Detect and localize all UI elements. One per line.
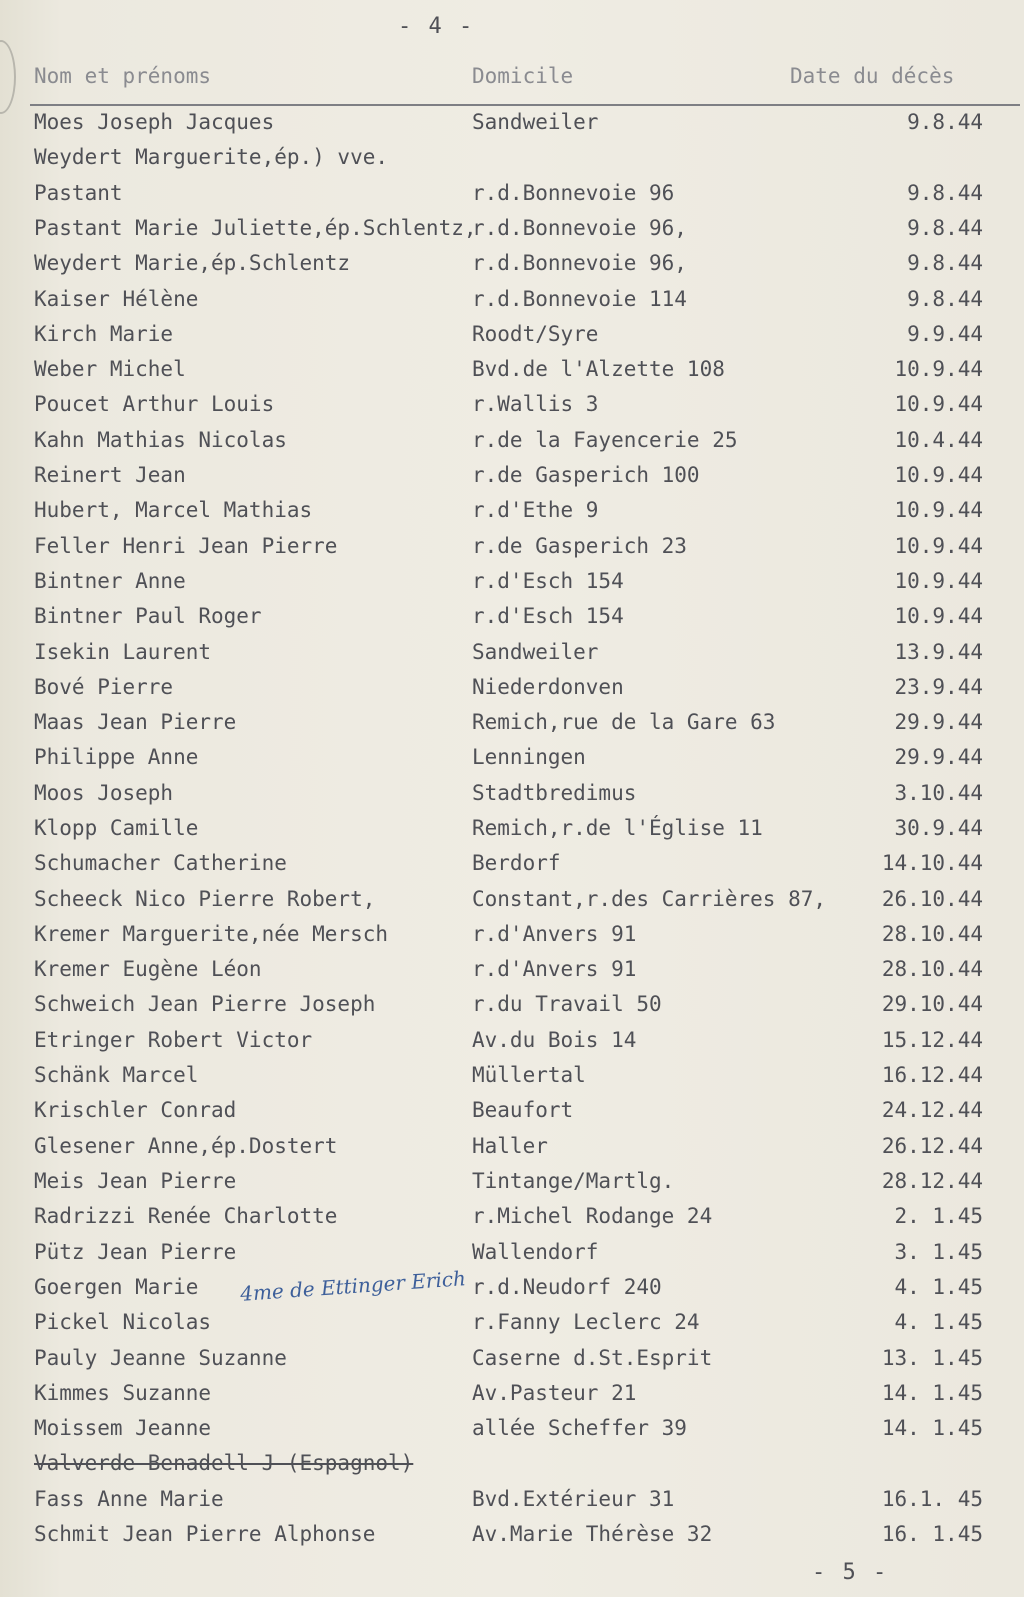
row-date: 9.8.44 xyxy=(907,216,983,240)
row-domicile: r.Wallis 3 xyxy=(472,392,599,416)
row-date: 2. 1.45 xyxy=(894,1204,983,1228)
table-row xyxy=(0,110,1024,144)
row-domicile: r.d'Anvers 91 xyxy=(472,922,637,946)
table-row xyxy=(0,251,1024,285)
row-name: Fass Anne Marie xyxy=(34,1487,224,1511)
table-row xyxy=(0,604,1024,638)
row-name: Goergen Marie xyxy=(34,1275,199,1299)
row-date: 10.9.44 xyxy=(894,534,983,558)
table-row xyxy=(0,816,1024,850)
row-date: 16.1. 45 xyxy=(881,1487,983,1511)
table-row xyxy=(0,498,1024,532)
row-date: 9.8.44 xyxy=(907,181,983,205)
row-date: 28.10.44 xyxy=(881,922,983,946)
row-domicile: r.Fanny Leclerc 24 xyxy=(472,1310,700,1334)
row-date: 9.9.44 xyxy=(907,322,983,346)
table-row xyxy=(0,1134,1024,1168)
row-domicile: Caserne d.St.Esprit xyxy=(472,1346,713,1370)
row-name: Pauly Jeanne Suzanne xyxy=(34,1346,287,1370)
table-row xyxy=(0,851,1024,885)
row-domicile: r.d.Bonnevoie 96 xyxy=(472,181,675,205)
row-date: 15.12.44 xyxy=(881,1028,983,1052)
row-name: Meis Jean Pierre xyxy=(34,1169,237,1193)
row-name: Moes Joseph Jacques xyxy=(34,110,275,134)
table-row xyxy=(0,1522,1024,1556)
row-name: Bové Pierre xyxy=(34,675,174,699)
row-date: 24.12.44 xyxy=(881,1098,983,1122)
row-name: Kremer Marguerite,née Mersch xyxy=(34,922,389,946)
row-name: Pastant xyxy=(34,181,123,205)
table-row xyxy=(0,463,1024,497)
row-name: Pütz Jean Pierre xyxy=(34,1240,237,1264)
row-domicile: Tintange/Martlg. xyxy=(472,1169,675,1193)
row-date: 4. 1.45 xyxy=(894,1310,983,1334)
row-date: 26.10.44 xyxy=(881,887,983,911)
row-domicile: r.de Gasperich 23 xyxy=(472,534,687,558)
table-row xyxy=(0,181,1024,215)
row-domicile: Roodt/Syre xyxy=(472,322,599,346)
row-name: Schweich Jean Pierre Joseph xyxy=(34,992,376,1016)
row-date: 16.12.44 xyxy=(881,1063,983,1087)
row-domicile: Berdorf xyxy=(472,851,561,875)
row-domicile: Sandweiler xyxy=(472,640,599,664)
row-name: Hubert, Marcel Mathias xyxy=(34,498,313,522)
row-date: 13.9.44 xyxy=(894,640,983,664)
row-domicile: Bvd.Extérieur 31 xyxy=(472,1487,675,1511)
row-domicile: Beaufort xyxy=(472,1098,574,1122)
table-row xyxy=(0,1346,1024,1380)
page-number-top: - 4 - xyxy=(398,14,475,39)
table-row xyxy=(0,710,1024,744)
table-row xyxy=(0,357,1024,391)
row-name: Radrizzi Renée Charlotte xyxy=(34,1204,338,1228)
row-name: Weydert Marie,ép.Schlentz xyxy=(34,251,351,275)
row-date: 10.4.44 xyxy=(894,428,983,452)
row-date: 10.9.44 xyxy=(894,604,983,628)
table-row xyxy=(0,287,1024,321)
table-row xyxy=(0,1204,1024,1238)
row-name: Schmit Jean Pierre Alphonse xyxy=(34,1522,376,1546)
table-row xyxy=(0,1416,1024,1450)
row-date: 10.9.44 xyxy=(894,463,983,487)
row-domicile: Wallendorf xyxy=(472,1240,599,1264)
table-row xyxy=(0,1028,1024,1062)
row-name: Moissem Jeanne xyxy=(34,1416,212,1440)
table-row xyxy=(0,1240,1024,1274)
row-date: 10.9.44 xyxy=(894,392,983,416)
table-row xyxy=(0,781,1024,815)
row-date: 9.8.44 xyxy=(907,251,983,275)
row-name: Moos Joseph xyxy=(34,781,174,805)
row-date: 29.10.44 xyxy=(881,992,983,1016)
row-date: 9.8.44 xyxy=(907,110,983,134)
table-row xyxy=(0,745,1024,779)
table-row xyxy=(0,392,1024,426)
header-rule xyxy=(30,104,1020,106)
row-name: Glesener Anne,ép.Dostert xyxy=(34,1134,338,1158)
row-date: 3. 1.45 xyxy=(894,1240,983,1264)
row-domicile: Bvd.de l'Alzette 108 xyxy=(472,357,725,381)
table-row xyxy=(0,887,1024,921)
row-domicile: r.de Gasperich 100 xyxy=(472,463,700,487)
row-name: Krischler Conrad xyxy=(34,1098,237,1122)
row-domicile: Sandweiler xyxy=(472,110,599,134)
row-domicile: Haller xyxy=(472,1134,548,1158)
row-name: Bintner Anne xyxy=(34,569,186,593)
row-date: 3.10.44 xyxy=(894,781,983,805)
row-name: Schänk Marcel xyxy=(34,1063,199,1087)
row-date: 23.9.44 xyxy=(894,675,983,699)
table-row xyxy=(0,957,1024,991)
row-name: Feller Henri Jean Pierre xyxy=(34,534,338,558)
table-row xyxy=(0,216,1024,250)
table-row xyxy=(0,922,1024,956)
row-name: Kaiser Hélène xyxy=(34,287,199,311)
row-name: Maas Jean Pierre xyxy=(34,710,237,734)
table-row xyxy=(0,322,1024,356)
row-domicile: r.d.Neudorf 240 xyxy=(472,1275,662,1299)
row-name: Poucet Arthur Louis xyxy=(34,392,275,416)
row-date: 10.9.44 xyxy=(894,357,983,381)
table-row xyxy=(0,1310,1024,1344)
table-row xyxy=(0,1063,1024,1097)
row-date: 29.9.44 xyxy=(894,745,983,769)
binding-hole xyxy=(0,40,16,114)
row-domicile: Remich,rue de la Gare 63 xyxy=(472,710,776,734)
row-domicile: Av.du Bois 14 xyxy=(472,1028,637,1052)
row-date: 9.8.44 xyxy=(907,287,983,311)
table-row xyxy=(0,534,1024,568)
header-domicile: Domicile xyxy=(472,64,574,88)
row-domicile: r.d.Bonnevoie 114 xyxy=(472,287,687,311)
table-row xyxy=(0,992,1024,1026)
table-row xyxy=(0,1169,1024,1203)
table-row xyxy=(0,569,1024,603)
row-name: Pastant Marie Juliette,ép.Schlentz, xyxy=(34,216,477,240)
table-row xyxy=(0,1275,1024,1309)
table-row xyxy=(0,428,1024,462)
row-name: Schumacher Catherine xyxy=(34,851,287,875)
row-domicile: allée Scheffer 39 xyxy=(472,1416,687,1440)
table-row xyxy=(0,1098,1024,1132)
row-date: 28.12.44 xyxy=(881,1169,983,1193)
row-name: Weydert Marguerite,ép.) vve. xyxy=(34,145,389,169)
row-name: Bintner Paul Roger xyxy=(34,604,262,628)
row-domicile: r.d'Anvers 91 xyxy=(472,957,637,981)
row-date: 30.9.44 xyxy=(894,816,983,840)
row-name: Reinert Jean xyxy=(34,463,186,487)
row-domicile: r.du Travail 50 xyxy=(472,992,662,1016)
row-name: Kremer Eugène Léon xyxy=(34,957,262,981)
row-name: Scheeck Nico Pierre Robert, xyxy=(34,887,376,911)
row-date: 4. 1.45 xyxy=(894,1275,983,1299)
row-domicile: Müllertal xyxy=(472,1063,586,1087)
row-domicile: Av.Pasteur 21 xyxy=(472,1381,637,1405)
row-name: Kahn Mathias Nicolas xyxy=(34,428,287,452)
row-date: 14.10.44 xyxy=(881,851,983,875)
handwritten-note: 4me de Ettinger Erich xyxy=(239,1266,467,1306)
table-row xyxy=(0,1451,1024,1485)
row-domicile: Av.Marie Thérèse 32 xyxy=(472,1522,713,1546)
header-date: Date du décès xyxy=(790,64,955,88)
row-name: Klopp Camille xyxy=(34,816,199,840)
row-domicile: r.d'Esch 154 xyxy=(472,604,624,628)
row-date: 16. 1.45 xyxy=(881,1522,983,1546)
row-name: Kimmes Suzanne xyxy=(34,1381,212,1405)
row-name: Kirch Marie xyxy=(34,322,174,346)
row-domicile: Stadtbredimus xyxy=(472,781,637,805)
table-row xyxy=(0,1381,1024,1415)
row-name: Isekin Laurent xyxy=(34,640,212,664)
row-date: 14. 1.45 xyxy=(881,1416,983,1440)
row-name: Pickel Nicolas xyxy=(34,1310,212,1334)
row-name: Weber Michel xyxy=(34,357,186,381)
row-name: Philippe Anne xyxy=(34,745,199,769)
row-date: 10.9.44 xyxy=(894,569,983,593)
row-date: 13. 1.45 xyxy=(881,1346,983,1370)
row-date: 10.9.44 xyxy=(894,498,983,522)
row-domicile: r.de la Fayencerie 25 xyxy=(472,428,738,452)
header-name: Nom et prénoms xyxy=(34,64,212,88)
row-date: 28.10.44 xyxy=(881,957,983,981)
row-date: 26.12.44 xyxy=(881,1134,983,1158)
row-domicile: r.Michel Rodange 24 xyxy=(472,1204,713,1228)
row-date: 14. 1.45 xyxy=(881,1381,983,1405)
row-name: Valverde-Benadell J (Espagnol) xyxy=(34,1451,414,1475)
row-domicile: r.d'Esch 154 xyxy=(472,569,624,593)
table-row xyxy=(0,675,1024,709)
row-domicile: r.d.Bonnevoie 96, xyxy=(472,251,687,275)
row-domicile: r.d'Ethe 9 xyxy=(472,498,599,522)
row-domicile: Niederdonven xyxy=(472,675,624,699)
row-domicile: Lenningen xyxy=(472,745,586,769)
row-domicile: Remich,r.de l'Église 11 xyxy=(472,816,763,840)
table-row xyxy=(0,640,1024,674)
row-domicile: Constant,r.des Carrières 87, xyxy=(472,887,827,911)
page-number-bottom: - 5 - xyxy=(812,1560,889,1585)
row-domicile: r.d.Bonnevoie 96, xyxy=(472,216,687,240)
row-date: 29.9.44 xyxy=(894,710,983,734)
row-name: Etringer Robert Victor xyxy=(34,1028,313,1052)
table-row xyxy=(0,1487,1024,1521)
table-row xyxy=(0,145,1024,179)
